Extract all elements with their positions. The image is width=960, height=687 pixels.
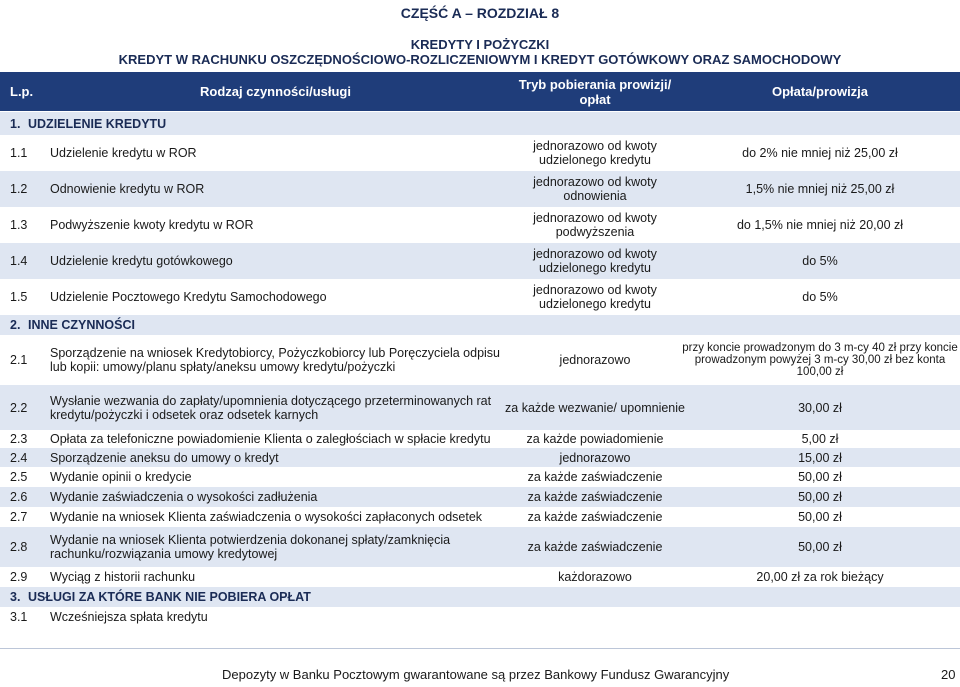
row-desc: Wydanie na wniosek Klienta potwierdzenia dokonanej spłaty/zamknięcia rachunku/rozwiązania umowy kredytowej: [50, 533, 451, 561]
row-desc: Udzielenie kredytu w ROR: [50, 146, 197, 160]
row-lp: 2.3: [10, 432, 28, 446]
row-mode: jednorazowo od kwoty odnowienia: [533, 175, 657, 203]
row-lp: 1.4: [10, 254, 28, 268]
table-row: [0, 507, 960, 527]
row-fee: przy koncie prowadzonym do 3 m-cy 40 zł przy koncie prowadzonym powyżej 3 m-cy 30,00 zł bez konta 100,00 zł: [682, 342, 958, 378]
row-desc: Udzielenie kredytu gotówkowego: [50, 254, 233, 268]
row-lp: 2.: [10, 318, 21, 332]
table-row: [0, 171, 960, 207]
row-lp: 2.5: [10, 470, 28, 484]
row-mode: za każde zaświadczenie: [527, 540, 663, 554]
table-row: [0, 430, 960, 448]
chapter-title: KREDYTY I POŻYCZKI: [410, 37, 550, 52]
row-fee: do 5%: [802, 290, 838, 304]
table-row: [0, 135, 960, 171]
table-row: [0, 587, 960, 607]
table-row: [0, 243, 960, 279]
chapter-subtitle: KREDYT W RACHUNKU OSZCZĘDNOŚCIOWO-ROZLICZENIOWYM I KREDYT GOTÓWKOWY ORAZ SAMOCHODOWY: [118, 52, 842, 67]
table-row: [0, 527, 960, 567]
table-row: [0, 607, 960, 627]
table-header: [0, 72, 960, 111]
row-fee: 30,00 zł: [798, 400, 842, 415]
row-mode: jednorazowo: [559, 353, 631, 367]
row-desc: Wysłanie wezwania do zapłaty/upomnienia dotyczącego przeterminowanych rat kredytu/pożyczki i odsetek oraz odsetek karnych: [50, 393, 492, 422]
row-fee: do 1,5% nie mniej niż 20,00 zł: [736, 218, 904, 232]
row-desc: Wydanie opinii o kredycie: [50, 470, 192, 484]
row-lp: 1.2: [10, 182, 28, 196]
row-mode: za każde zaświadczenie: [527, 470, 663, 484]
row-desc: Udzielenie Pocztowego Kredytu Samochodowego: [50, 290, 327, 304]
row-fee: 20,00 zł za rok bieżący: [756, 570, 884, 584]
row-desc: Odnowienie kredytu w ROR: [50, 182, 205, 196]
row-desc: Podwyższenie kwoty kredytu w ROR: [50, 218, 254, 232]
col-mode: [505, 77, 685, 107]
row-desc: Sporządzenie aneksu do umowy o kredyt: [50, 450, 279, 465]
col-kind: Rodzaj czynności/usługi: [200, 84, 351, 99]
col-mode-line1: Tryb pobierania prowizji/: [518, 77, 672, 92]
row-lp: 3.: [10, 590, 21, 604]
row-fee: 5,00 zł: [801, 432, 839, 446]
row-fee: do 2% nie mniej niż 25,00 zł: [742, 146, 898, 160]
row-lp: 1.3: [10, 218, 28, 232]
row-fee: 15,00 zł: [798, 450, 842, 465]
part-heading: CZĘŚĆ A – ROZDZIAŁ 8: [400, 5, 560, 21]
row-desc: Wyciąg z historii rachunku: [50, 570, 196, 584]
table-row: [0, 315, 960, 335]
table-row: [0, 385, 960, 430]
col-mode-line2: opłat: [579, 92, 611, 107]
row-desc: Sporządzenie na wniosek Kredytobiorcy, Pożyczkobiorcy lub Poręczyciela odpisu lub kopii: umowy/planu spłaty/aneksu umowy kredytu/pożyczki: [50, 346, 500, 374]
footer-note: Depozyty w Banku Pocztowym gwarantowane są przez Bankowy Fundusz Gwarancyjny: [222, 667, 730, 682]
row-desc: UDZIELENIE KREDYTU: [28, 116, 167, 131]
row-lp: 2.1: [10, 353, 28, 367]
row-mode: jednorazowo od kwoty udzielonego kredytu: [533, 283, 657, 311]
row-desc: USŁUGI ZA KTÓRE BANK NIE POBIERA OPŁAT: [28, 590, 311, 604]
table-row: [0, 567, 960, 587]
footer: [0, 648, 960, 687]
row-lp: 2.4: [10, 450, 28, 465]
row-fee: 50,00 zł: [798, 510, 842, 524]
row-lp: 2.9: [10, 570, 28, 584]
row-fee: 50,00 zł: [798, 540, 842, 554]
row-desc: Wcześniejsza spłata kredytu: [50, 610, 208, 624]
col-lp: L.p.: [10, 84, 34, 99]
row-fee: 50,00 zł: [798, 490, 842, 504]
table-row: [0, 448, 960, 467]
row-mode: za każde zaświadczenie: [527, 490, 663, 504]
row-mode: jednorazowo od kwoty udzielonego kredytu: [533, 247, 657, 275]
row-fee: do 5%: [802, 254, 838, 268]
table-row: [0, 487, 960, 507]
row-mode: za każde zaświadczenie: [527, 510, 663, 524]
row-mode: za każde wezwanie/ upomnienie: [505, 400, 685, 415]
row-lp: 2.8: [10, 540, 28, 554]
row-desc: INNE CZYNNOŚCI: [28, 318, 135, 332]
table-row: [0, 467, 960, 487]
page-number: 20: [941, 667, 956, 682]
row-desc: Opłata za telefoniczne powiadomienie Klienta o zaległościach w spłacie kredytu: [50, 432, 491, 446]
row-fee: 50,00 zł: [798, 470, 842, 484]
table-row: [0, 335, 960, 385]
col-fee: Opłata/prowizja: [771, 84, 869, 99]
table-row: [0, 112, 960, 135]
row-desc: Wydanie na wniosek Klienta zaświadczenia o wysokości zapłaconych odsetek: [50, 510, 483, 524]
row-mode: za każde powiadomienie: [526, 432, 664, 446]
row-desc: Wydanie zaświadczenia o wysokości zadłużenia: [50, 490, 318, 504]
row-mode: każdorazowo: [558, 570, 632, 584]
row-lp: 2.6: [10, 490, 28, 504]
row-lp: 1.: [10, 116, 21, 131]
row-lp: 3.1: [10, 610, 28, 624]
row-lp: 1.5: [10, 290, 28, 304]
row-mode: jednorazowo od kwoty podwyższenia: [533, 211, 657, 239]
row-lp: 2.2: [10, 400, 28, 415]
table-row: [0, 207, 960, 243]
row-lp: 1.1: [10, 146, 28, 160]
row-mode: jednorazowo od kwoty udzielonego kredytu: [533, 139, 657, 167]
row-fee: 1,5% nie mniej niż 25,00 zł: [745, 182, 895, 196]
row-mode: jednorazowo: [559, 450, 631, 465]
table-row: [0, 279, 960, 315]
row-lp: 2.7: [10, 510, 28, 524]
